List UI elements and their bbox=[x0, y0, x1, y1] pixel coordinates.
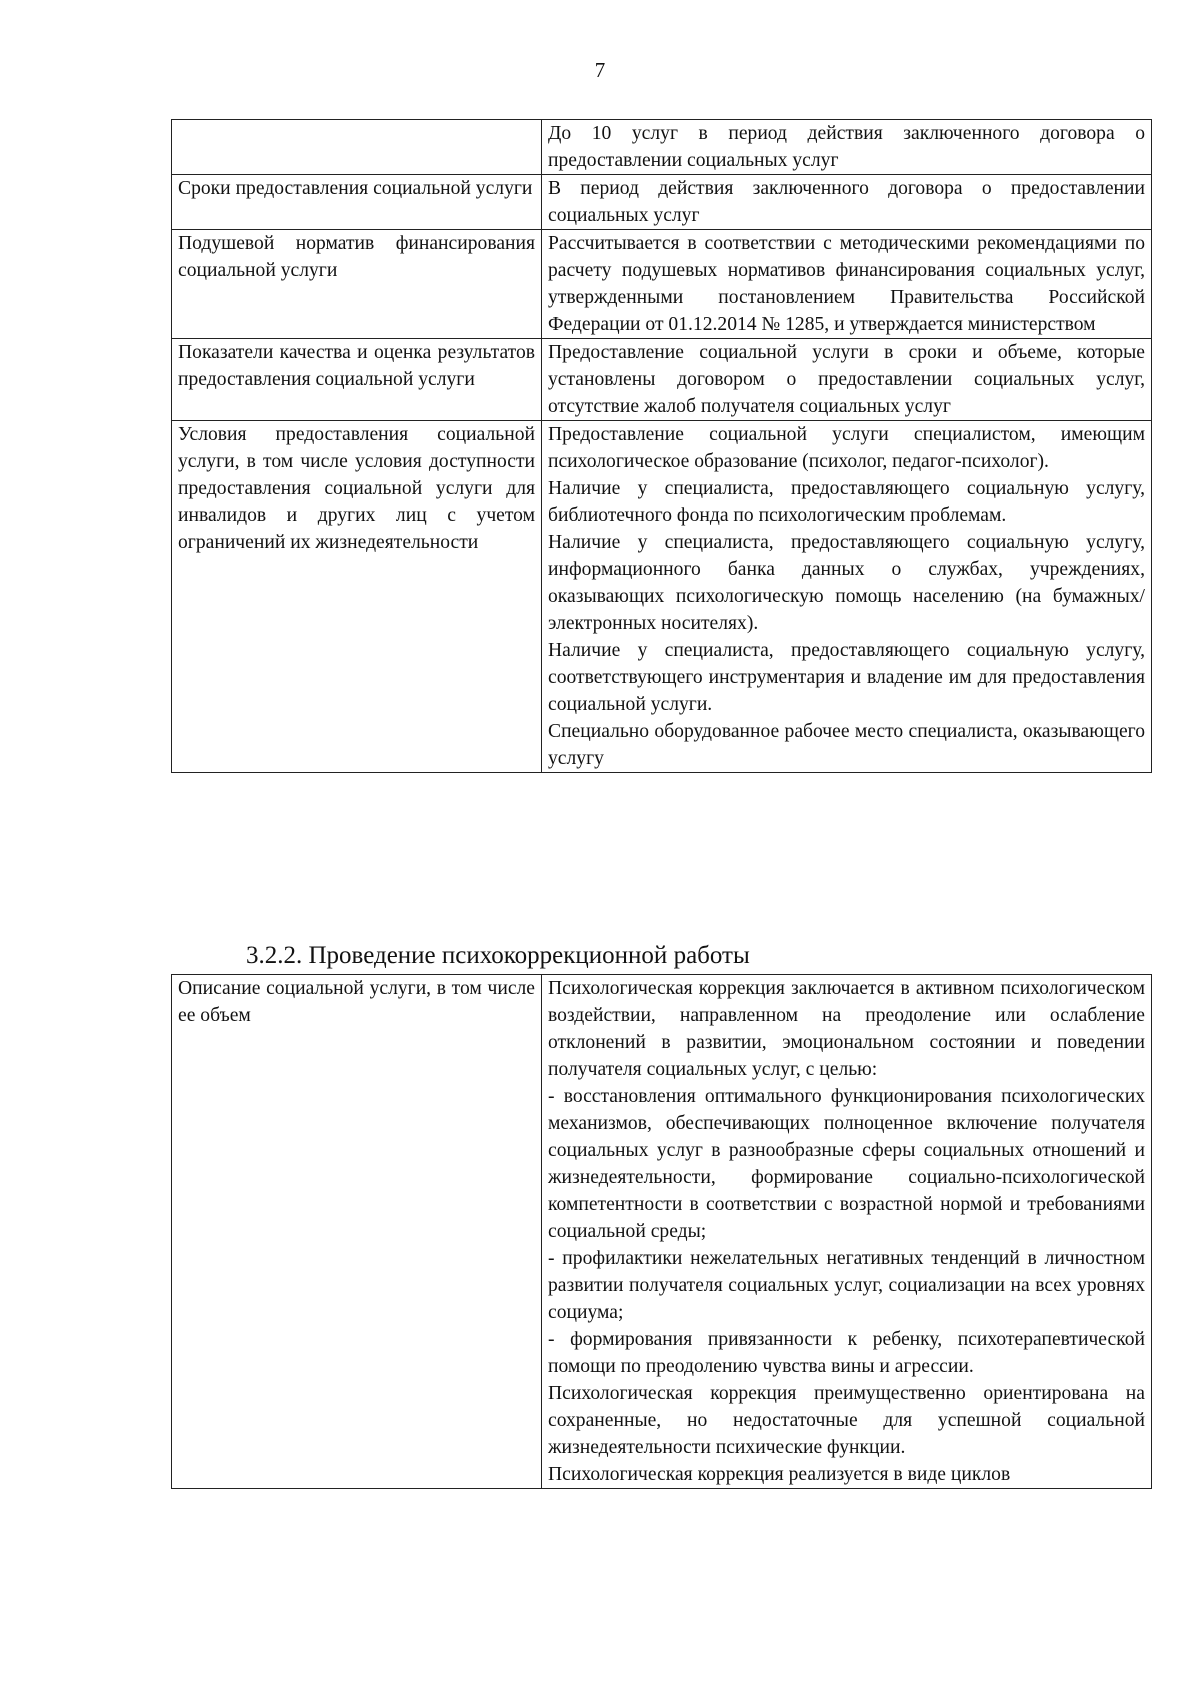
page-number: 7 bbox=[594, 58, 606, 82]
table-row bbox=[172, 421, 1152, 773]
psychocorrection-table bbox=[171, 974, 1152, 1489]
table-row bbox=[172, 120, 1152, 175]
row-content bbox=[542, 975, 1152, 1489]
content-paragraph: Наличие у специалиста, предоставляющего социальную услугу, соответствующего инструментария и владение им для предоставления социальной услуги. bbox=[548, 640, 1145, 715]
services-table-continued bbox=[171, 119, 1152, 773]
content-paragraph: Предоставление социальной услуги специалистом, имеющим психологическое образование (психолог, педагог-психолог). bbox=[548, 424, 1145, 472]
content-paragraph: До 10 услуг в период действия заключенного договора о предоставлении социальных услуг bbox=[548, 123, 1145, 171]
content-paragraph: Психологическая коррекция преимущественно ориентирована на сохраненные, но недостаточные для успешной социальной жизнедеятельности психические функции. bbox=[548, 1383, 1145, 1458]
content-paragraph: Специально оборудованное рабочее место специалиста, оказывающего услугу bbox=[548, 721, 1145, 769]
content-paragraph: Психологическая коррекция реализуется в виде циклов bbox=[548, 1464, 1011, 1485]
content-paragraph: - формирования привязанности к ребенку, психотерапевтической помощи по преодолению чувства вины и агрессии. bbox=[548, 1329, 1145, 1377]
section-heading: 3.2.2. Проведение психокоррекционной работы bbox=[246, 942, 750, 969]
content-paragraph: Психологическая коррекция заключается в активном психологическом воздействии, направленном на преодоление или ослабление отклонений в развитии, эмоциональном состоянии и поведении получателя социальных услуг, с целью: bbox=[548, 978, 1145, 1080]
row-content bbox=[542, 230, 1152, 339]
table-row bbox=[172, 975, 1152, 1489]
content-paragraph: - восстановления оптимального функционирования психологических механизмов, обеспечивающих полноценное включение получателя социальных услуг в разнообразные сферы социальных отношений и жизнедеятельности, формирование социально-психологической компетентности в соответствии с возрастной нормой и требованиями социальной среды; bbox=[548, 1086, 1145, 1242]
row-label: Подушевой норматив финансирования социальной услуги bbox=[172, 230, 542, 339]
content-paragraph: Предоставление социальной услуги в сроки и объеме, которые установлены договором о предоставлении социальных услуг, отсутствие жалоб получателя социальных услуг bbox=[548, 342, 1145, 417]
row-label: Сроки предоставления социальной услуги bbox=[172, 175, 542, 230]
row-content bbox=[542, 421, 1152, 773]
table-row bbox=[172, 339, 1152, 421]
table-row bbox=[172, 175, 1152, 230]
row-label bbox=[172, 120, 542, 175]
content-paragraph: Наличие у специалиста, предоставляющего социальную услугу, информационного банка данных о службах, учреждениях, оказывающих психологическую помощь населению (на бумажных/электронных носителях). bbox=[548, 532, 1145, 634]
content-paragraph: - профилактики нежелательных негативных тенденций в личностном развитии получателя социальных услуг, социализации на всех уровнях социума; bbox=[548, 1248, 1145, 1323]
row-label: Показатели качества и оценка результатов предоставления социальной услуги bbox=[172, 339, 542, 421]
content-paragraph: В период действия заключенного договора о предоставлении социальных услуг bbox=[548, 178, 1145, 226]
row-label: Описание социальной услуги, в том числе ее объем bbox=[172, 975, 542, 1489]
content-paragraph: Наличие у специалиста, предоставляющего социальную услугу, библиотечного фонда по психологическим проблемам. bbox=[548, 478, 1145, 526]
table-row bbox=[172, 230, 1152, 339]
row-label: Условия предоставления социальной услуги, в том числе условия доступности предоставления социальной услуги для инвалидов и других лиц с учетом ограничений их жизнедеятельности bbox=[172, 421, 542, 773]
row-content bbox=[542, 339, 1152, 421]
content-paragraph: Рассчитывается в соответствии с методическими рекомендациями по расчету подушевых нормативов финансирования социальных услуг, утвержденными постановлением Правительства Российской Федерации от 01.12.2014 № 1285, и утверждается министерством bbox=[548, 233, 1145, 335]
row-content bbox=[542, 175, 1152, 230]
row-content bbox=[542, 120, 1152, 175]
